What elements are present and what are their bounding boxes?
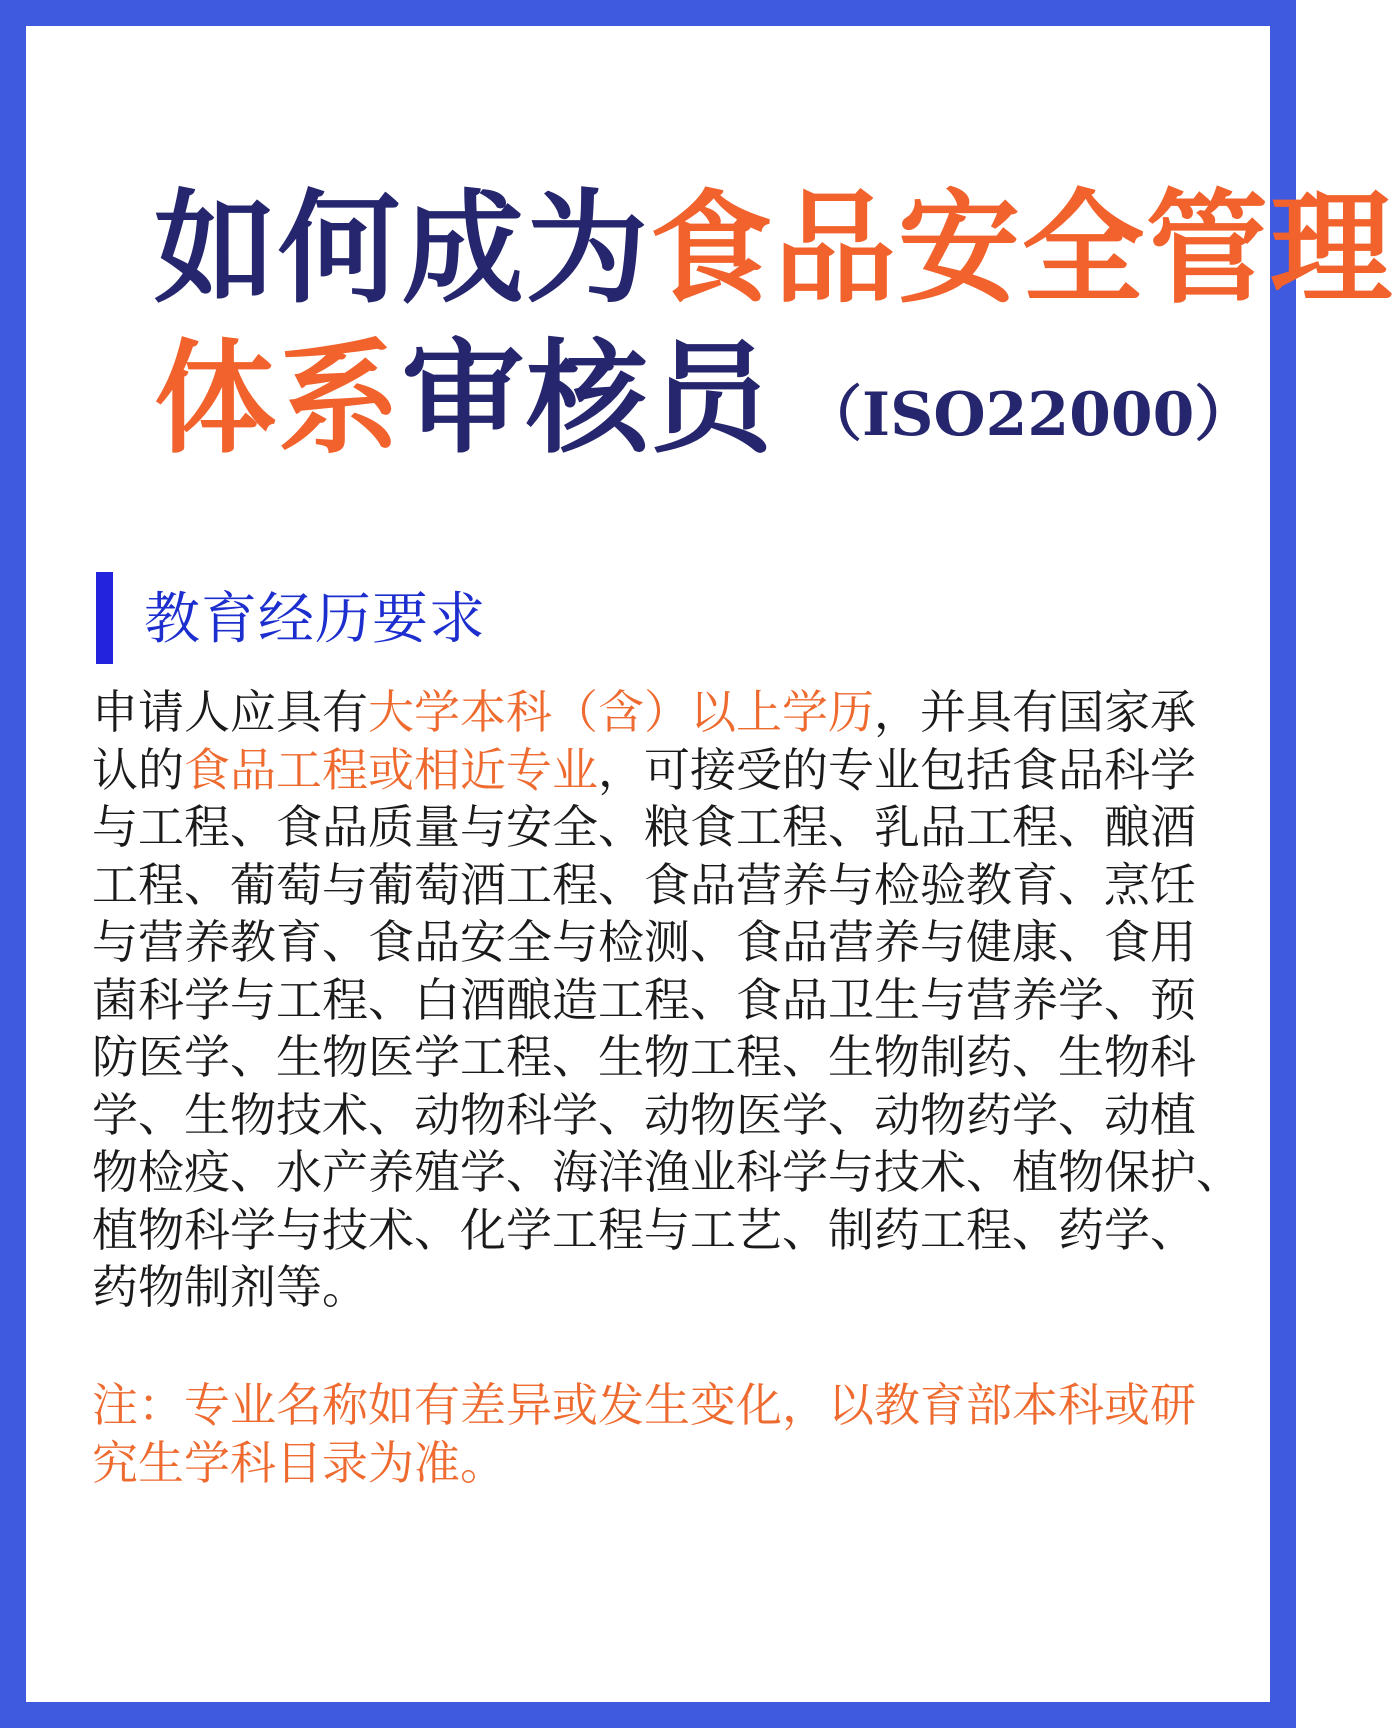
title-part-system: 体系 (154, 328, 402, 470)
body-line: 植物科学与技术、化学工程与工艺、制药工程、药学、 (92, 1202, 1196, 1257)
title-part-how-to: 如何成为 (154, 178, 650, 320)
body-line: 菌科学与工程、白酒酿造工程、食品卫生与营养学、预 (92, 972, 1196, 1027)
body-line: 学、生物技术、动物科学、动物医学、动物药学、动植 (92, 1087, 1196, 1142)
title-part-food-safety: 食品安全管理 (650, 178, 1394, 320)
footnote (92, 1376, 1262, 1492)
section-heading: 教育经历要求 (144, 587, 486, 652)
body-line: 工程、葡萄与葡萄酒工程、食品营养与检验教育、烹饪 (92, 857, 1196, 912)
footnote-line: 究生学科目录为准。 (92, 1436, 506, 1490)
section-accent-bar (96, 572, 113, 664)
body-line: 药物制剂等。 (92, 1260, 368, 1314)
body-line: 防医学、生物医学工程、生物工程、生物制药、生物科 (92, 1030, 1196, 1084)
body-line: 与营养教育、食品安全与检测、食品营养与健康、食用 (92, 915, 1196, 969)
title-part-auditor: 审核员 (402, 328, 774, 470)
body-text-segment: ，并具有国家承 (874, 685, 1196, 739)
title-part-iso: （ISO22000） (802, 380, 1255, 450)
body-line: 与工程、食品质量与安全、粮食工程、乳品工程、酿酒 (92, 800, 1196, 854)
body-line (92, 742, 1262, 800)
highlight-degree: 大学本科（含）以上学历 (368, 685, 874, 739)
footnote-line: 注：专业名称如有差异或发生变化，以教育部本科或研 (92, 1378, 1196, 1432)
page-title (154, 174, 1394, 490)
title-line-1 (154, 174, 1394, 324)
requirements-paragraph (92, 684, 1262, 1317)
body-line (92, 684, 1262, 742)
highlight-major: 食品工程或相近专业 (184, 742, 598, 797)
body-text-segment: 申请人应具有 (92, 685, 368, 739)
body-text-segment: ，可接受的专业包括食品科学 (598, 742, 1196, 797)
title-line-2 (154, 324, 1294, 490)
body-text-segment: 认的 (92, 742, 184, 797)
body-line: 物检疫、水产养殖学、海洋渔业科学与技术、植物保护、 (92, 1145, 1242, 1199)
